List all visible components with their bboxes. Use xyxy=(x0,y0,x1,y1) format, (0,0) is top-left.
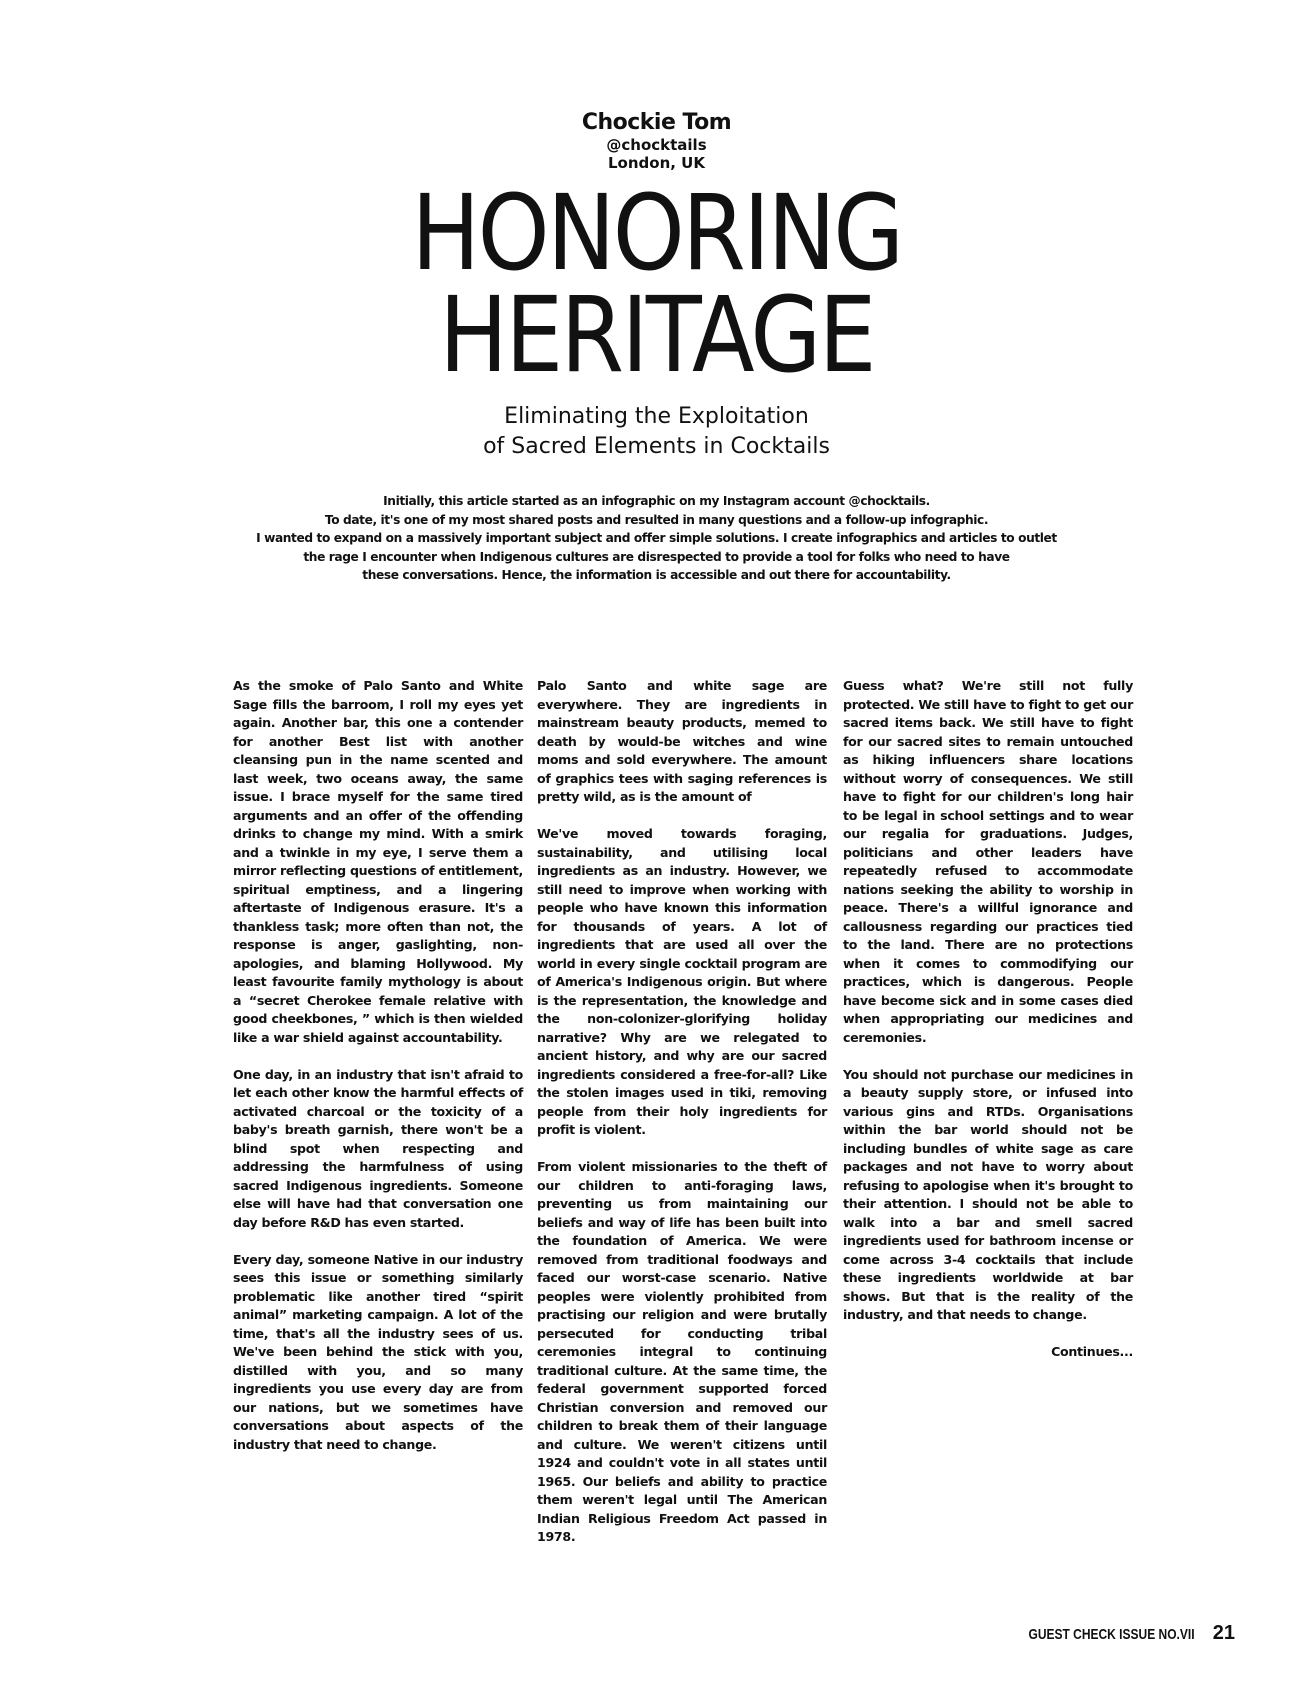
author-name: Chockie Tom xyxy=(581,110,732,135)
page-number: 21 xyxy=(1212,1622,1235,1644)
body-paragraph: Every day, someone Native in our industry sees this issue or something similarly problematic like another tired “spirit animal” marketing campaign. A lot of the time, that's all the industry sees of us. We've been behind the stick with you, distilled with you, and so many ingredients you use every day are from our nations, but we sometimes have conversations about aspects of the industry that need to change. xyxy=(233,1251,523,1452)
title-line-1: HONORING xyxy=(411,172,902,294)
body-paragraph: As the smoke of Palo Santo and White Sage fills the barroom, I roll my eyes yet again. Another bar, this one a contender for another Best list with another cleansing pun in the name scented and last week, two oceans away, the same issue. I brace myself for the same tired arguments and an offer of the offending drinks to change my mind. With a smirk and a twinkle in my eye, I serve them a mirror reflecting questions of entitlement, spiritual emptiness, and a lingering aftertaste of Indigenous erasure. It's a thankless task; more often than not, the response is anger, gaslighting, non-apologies, and blaming Hollywood. My least favourite family mythology is about a “secret Cherokee female relative with good cheekbones, ” which is then wielded like a war shield against accountability. xyxy=(233,678,523,1045)
byline xyxy=(0,110,1313,172)
author-handle: @chocktails xyxy=(606,136,707,154)
intro-line: I wanted to expand on a massively important subject and offer simple solutions. I create infographics and articles to outlet xyxy=(256,531,1057,545)
article-subtitle xyxy=(0,402,1313,462)
body-column-2 xyxy=(537,677,827,1565)
intro-line: Initially, this article started as an infographic on my Instagram account @chocktails. xyxy=(383,494,930,508)
intro-line: these conversations. Hence, the information is accessible and out there for accountability. xyxy=(362,568,951,582)
intro-line: the rage I encounter when Indigenous cultures are disrespected to provide a tool for folks who need to have xyxy=(303,549,1010,564)
author-location: London, UK xyxy=(608,154,705,172)
intro-line: To date, it's one of my most shared posts and resulted in many questions and a follow-up infographic. xyxy=(324,512,989,527)
page-footer xyxy=(987,1622,1235,1645)
body-paragraph: One day, in an industry that isn't afraid to let each other know the harmful effects of activated charcoal or the toxicity of a baby's breath garnish, there won't be a blind spot when respecting and addressing the harmfulness of using sacred Indigenous ingredients. Someone else will have had that conversation one day before R&D has even started. xyxy=(233,1066,523,1230)
body-paragraph: Guess what? We're still not fully protected. We still have to fight to get our sacred items back. We still have to fight for our sacred sites to remain untouched as hiking influencers share locations without worry of consequences. We still have to fight for our children's long hair to be legal in school settings and to wear our regalia for graduations. Judges, politicians and other leaders have repeatedly refused to accommodate nations seeking the ability to worship in peace. There's a willful ignorance and callousness regarding our practices tied to the land. There are no protections when it comes to commodifying our practices, which is dangerous. People have become sick and in some cases died when appropriating our medicines and ceremonies. xyxy=(843,678,1133,1045)
continues-label: Continues... xyxy=(1051,1344,1133,1359)
body-column-3 xyxy=(843,677,1133,1380)
subtitle-line-2: of Sacred Elements in Cocktails xyxy=(483,434,830,459)
body-column-1 xyxy=(233,677,523,1473)
body-paragraph: Palo Santo and white sage are everywhere. They are ingredients in mainstream beauty products, memed to death by would-be witches and wine moms and sold everywhere. The amount of graphics tees with saging references is pretty wild, as is the amount of xyxy=(537,678,827,804)
body-paragraph: From violent missionaries to the theft of our children to anti-foraging laws, preventing us from maintaining our beliefs and way of life has been built into the foundation of America. We were removed from traditional foodways and faced our worst-case scenario. Native peoples were violently prohibited from practising our religion and were brutally persecuted for conducting tribal ceremonies integral to continuing traditional culture. At the same time, the federal government supported forced Christian conversion and removed our children to break them of their language and culture. We weren't citizens until 1924 and couldn't vote in all states until 1965. Our beliefs and ability to practice them weren't legal until The American Indian Religious Freedom Act passed in 1978. xyxy=(537,1159,827,1544)
body-paragraph: We've moved towards foraging, sustainability, and utilising local ingredients as an industry. However, we still need to improve when working with people who have known this information for thousands of years. A lot of ingredients that are used all over the world in every single cocktail program are of America's Indigenous origin. But where is the representation, the knowledge and the non-colonizer-glorifying holiday narrative? Why are we relegated to ancient history, and why are our sacred ingredients considered a free-for-all? Like the stolen images used in tiki, removing people from their holy ingredients for profit is violent. xyxy=(537,826,827,1137)
title-line-2: HERITAGE xyxy=(439,274,874,396)
issue-label: GUEST CHECK ISSUE NO.VII xyxy=(1028,1626,1195,1643)
body-paragraph: You should not purchase our medicines in a beauty supply store, or infused into various gins and RTDs. Organisations within the bar world should not be including bundles of white sage as care packages and not have to worry about refusing to apologise when it's brought to their attention. I should not be able to walk into a bar and smell sacred ingredients used for bathroom incense or come across 3-4 cocktails that include these ingredients worldwide at bar shows. But that is the reality of the industry, and that needs to change. xyxy=(843,1066,1133,1322)
subtitle-line-1: Eliminating the Exploitation xyxy=(504,404,809,429)
intro-paragraph xyxy=(200,492,1113,585)
article-title xyxy=(79,172,1234,396)
